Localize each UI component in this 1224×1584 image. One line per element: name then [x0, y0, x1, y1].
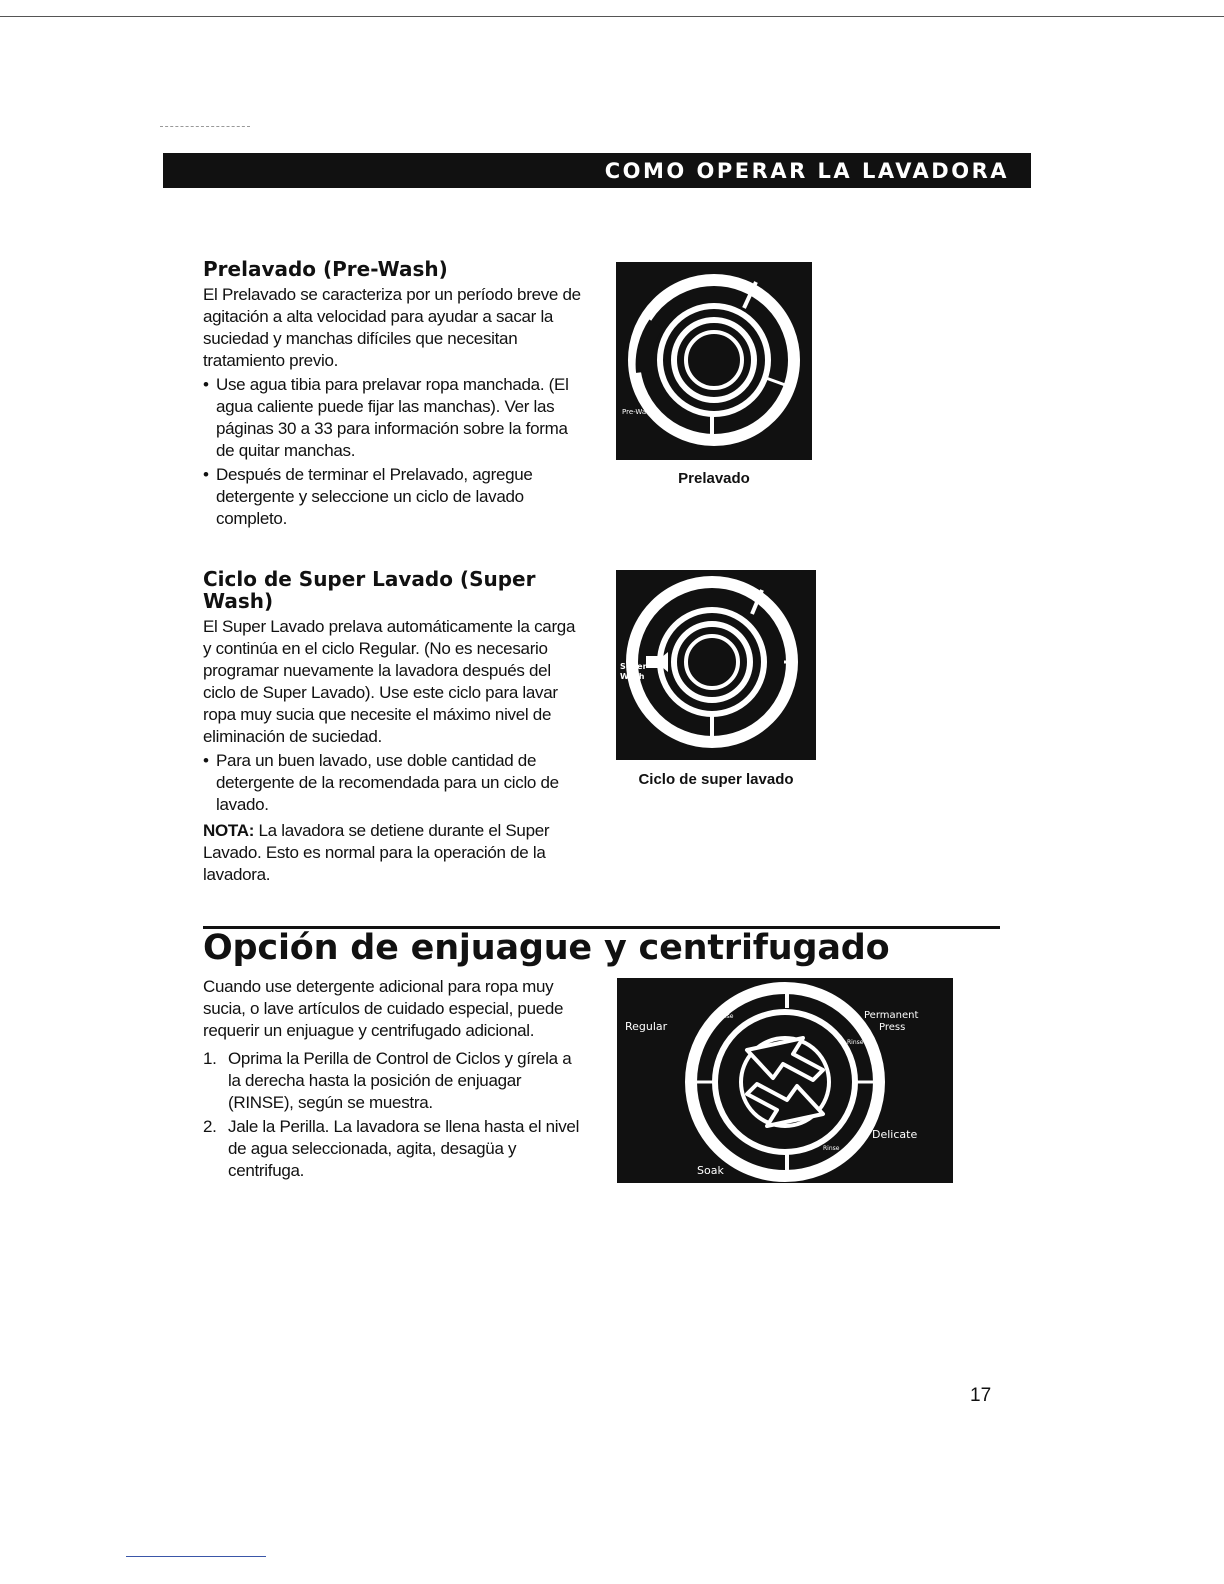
superwash-dial-svg [616, 570, 816, 760]
rinse-spin-title: Opción de enjuague y centrifugado [203, 928, 890, 968]
dial-label-rinse: Rinse [717, 1013, 734, 1020]
dial-marker [646, 656, 658, 668]
rinse-spin-intro: Cuando use detergente adicional para ropa muy sucia, o lave artículos de cuidado especial, puede requerir un enjuague y centrifugado adicional. [203, 977, 564, 1040]
page-number: 17 [970, 1385, 992, 1406]
rinse-dial-figure [617, 978, 953, 1183]
dial-label-press: Press [879, 1022, 906, 1033]
list-item: • Use agua tibia para prelavar ropa manchada. (El agua caliente puede fijar las manchas). Ver las páginas 30 a 33 para información sobre la forma de quitar manchas. [203, 374, 583, 462]
bottom-rule [126, 1556, 266, 1557]
step-text: Oprima la Perilla de Control de Ciclos y gírela a la derecha hasta la posición de enjuagar (RINSE), según se muestra. [228, 1049, 572, 1112]
list-item [203, 1116, 583, 1182]
superwash-intro: El Super Lavado prelava automáticamente la carga y continúa en el ciclo Regular. (No es necesario programar nuevamente la lavadora después del ciclo de Super Lavado). Use este ciclo para lavar ropa muy sucia que necesite el máximo nivel de eliminación de suciedad. [203, 617, 576, 746]
prewash-dial-svg [616, 262, 812, 460]
superwash-bullets [203, 750, 583, 816]
step-number: 2. [203, 1117, 217, 1136]
prewash-dial-figure [616, 262, 812, 460]
scan-artifact-dash [160, 126, 250, 128]
superwash-note [203, 820, 583, 886]
dial-knob [715, 1012, 855, 1152]
superwash-heading: Ciclo de Super Lavado (Super Wash) [203, 567, 536, 613]
dial-label-soak: Soak [697, 1164, 724, 1177]
rinse-dial-svg [617, 978, 953, 1183]
dial-label-permanent: Permanent [864, 1010, 919, 1021]
prewash-heading: Prelavado (Pre-Wash) [203, 257, 448, 281]
prewash-bullets [203, 374, 583, 530]
step-text: Jale la Perilla. La lavadora se llena hasta el nivel de agua seleccionada, agita, desagüa y centrifuga. [228, 1117, 580, 1180]
superwash-dial-label-line2: Wash [620, 672, 645, 681]
dial-label-rinse: Rinse [823, 1145, 840, 1152]
prewash-dial-label: Pre-Wash [622, 408, 655, 416]
dial-label-regular: Regular [625, 1020, 668, 1033]
prewash-caption: Prelavado [678, 470, 750, 487]
list-item: • Después de terminar el Prelavado, agregue detergente y seleccione un ciclo de lavado completo. [203, 464, 583, 530]
section-banner [163, 153, 1031, 188]
list-item [203, 1048, 583, 1114]
dial-ring-gap [644, 324, 656, 372]
superwash-section [203, 568, 583, 886]
rinse-spin-steps [203, 1048, 583, 1182]
prewash-intro: El Prelavado se caracteriza por un período breve de agitación a alta velocidad para ayudar a sacar la suciedad y manchas difíciles que necesitan tratamiento previo. [203, 285, 581, 370]
scan-edge-line [0, 16, 1224, 17]
list-item: • Para un buen lavado, use doble cantidad de detergente de la recomendada para un ciclo de lavado. [203, 750, 583, 816]
rinse-spin-section [203, 976, 583, 1184]
note-label: NOTA: [203, 821, 255, 840]
dial-label-delicate: Delicate [872, 1128, 918, 1141]
superwash-dial-figure [616, 570, 816, 760]
step-number: 1. [203, 1049, 217, 1068]
note-text: La lavadora se detiene durante el Super Lavado. Esto es normal para la operación de la lavadora. [203, 821, 550, 884]
superwash-dial-label-line1: Super [620, 662, 647, 671]
dial-label-rinse: Rinse [847, 1039, 864, 1046]
superwash-caption: Ciclo de super lavado [638, 771, 794, 788]
banner-title: COMO OPERAR LA LAVADORA [604, 158, 1009, 183]
prewash-section [203, 258, 583, 532]
